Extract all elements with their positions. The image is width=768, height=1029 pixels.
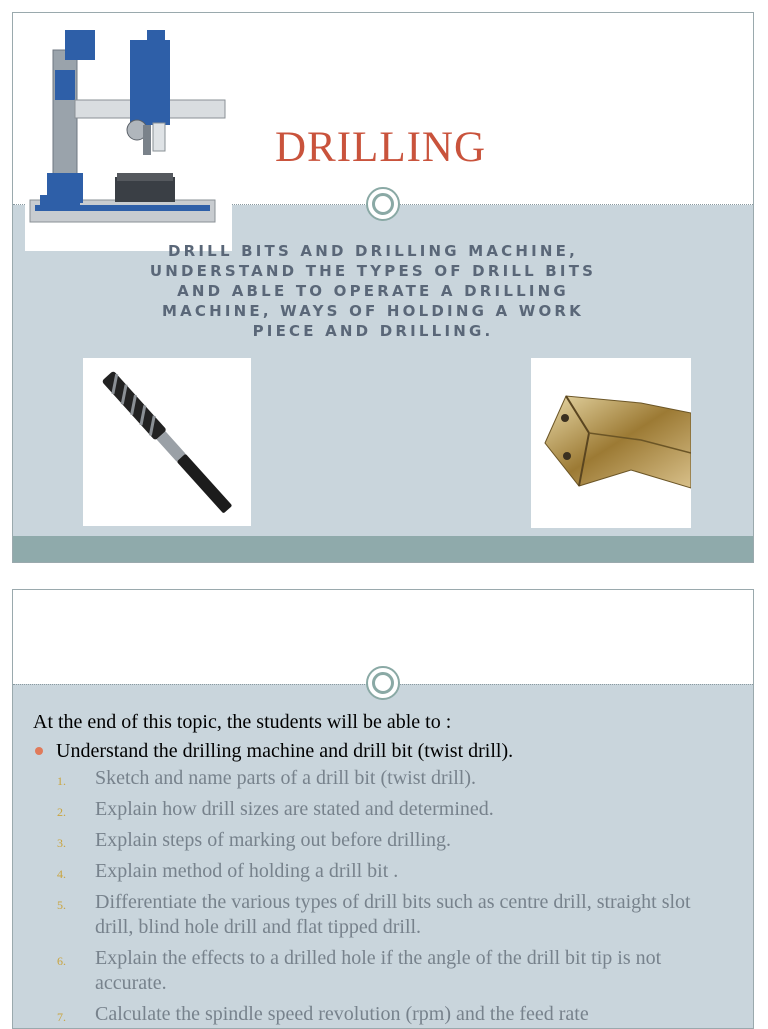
bullet-dot-icon <box>35 747 43 755</box>
circle-ornament-icon <box>366 187 400 221</box>
drill-bit-icon <box>83 358 251 526</box>
objective-number: 7. <box>57 1010 66 1024</box>
objective-number: 2. <box>57 805 66 819</box>
objective-number: 5. <box>57 898 66 912</box>
drilling-machine-image <box>25 25 232 251</box>
objective-item <box>33 1002 733 1027</box>
twist-drill-bit-image <box>83 358 251 526</box>
objective-number: 4. <box>57 867 66 881</box>
bullet-text: Understand the drilling machine and drill bit (twist drill). <box>56 740 514 762</box>
objectives-content <box>33 708 733 1029</box>
objective-item <box>33 828 733 853</box>
slide-title: DRILLING <box>275 124 487 171</box>
objective-text: Sketch and name parts of a drill bit (twist drill). <box>95 767 477 789</box>
title-slide <box>12 12 754 563</box>
objective-text: Explain method of holding a drill bit . <box>95 860 399 882</box>
footer-bar <box>13 536 753 562</box>
objective-item <box>33 797 733 822</box>
intro-text: At the end of this topic, the students will be able to : <box>33 711 452 733</box>
drill-tip-icon <box>531 358 691 528</box>
subtitle-line: UNDERSTAND THE TYPES OF DRILL BITS <box>149 262 597 280</box>
objective-text: Explain how drill sizes are stated and determined. <box>95 798 494 820</box>
objective-item <box>33 859 733 884</box>
objectives-slide <box>12 589 754 1029</box>
objective-number: 6. <box>57 954 66 968</box>
objective-number: 1. <box>57 774 66 788</box>
subtitle-line: PIECE AND DRILLING. <box>252 322 494 340</box>
subtitle-line: DRILL BITS AND DRILLING MACHINE, <box>168 242 578 260</box>
objective-number: 3. <box>57 836 66 850</box>
objective-text: Explain the effects to a drilled hole if the angle of the drill bit tip is not accurate. <box>95 947 662 994</box>
objective-item <box>33 890 733 940</box>
subtitle-line: AND ABLE TO OPERATE A DRILLING <box>177 282 569 300</box>
objectives-list <box>33 766 733 1027</box>
objective-item <box>33 946 733 996</box>
objective-item <box>33 766 733 791</box>
drilling-machine-icon <box>25 25 232 251</box>
slide-subtitle <box>133 241 613 341</box>
objective-text: Calculate the spindle speed revolution (rpm) and the feed rate <box>95 1003 589 1025</box>
objective-text: Differentiate the various types of drill bits such as centre drill, straight slot drill, blind hole drill and flat tipped drill. <box>95 891 691 938</box>
subtitle-line: MACHINE, WAYS OF HOLDING A WORK <box>161 302 585 320</box>
circle-ornament-icon <box>366 666 400 700</box>
drill-bit-tip-image <box>531 358 691 528</box>
bullet-item <box>33 736 733 766</box>
objective-text: Explain steps of marking out before drilling. <box>95 829 452 851</box>
